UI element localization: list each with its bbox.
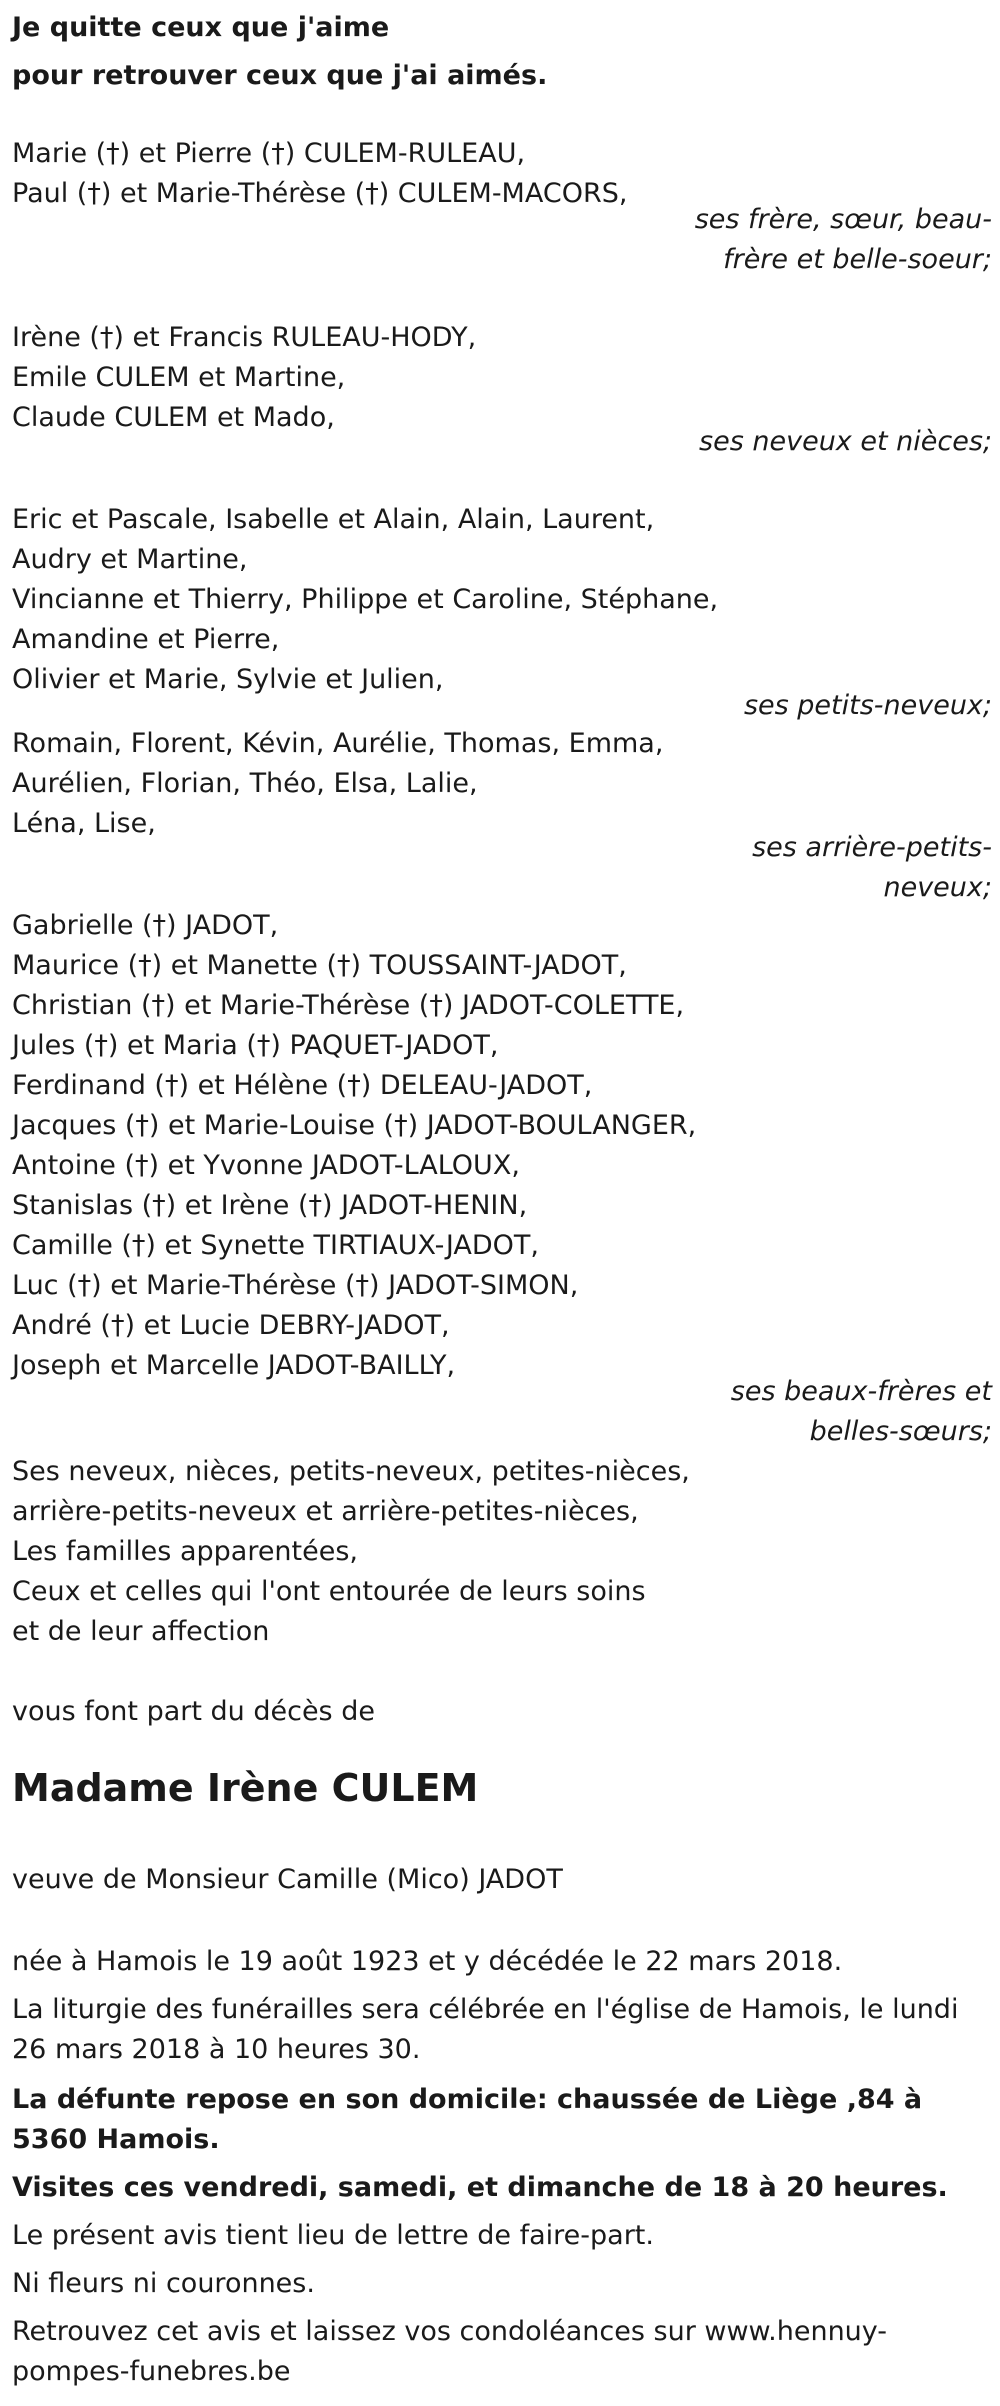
grand-nephew-line: Olivier et Marie, Sylvie et Julien, bbox=[12, 664, 444, 695]
relation-great-grand-nephews: ses arrière-petits-neveux; bbox=[752, 832, 992, 903]
others-line: et de leur affection bbox=[12, 1616, 270, 1647]
in-law-line: André (†) et Lucie DEBRY-JADOT, bbox=[12, 1310, 450, 1341]
relation-grand-nephews: ses petits-neveux; bbox=[743, 690, 992, 721]
nephew-line: Claude CULEM et Mado, bbox=[12, 402, 335, 433]
grand-nephew-line: Eric et Pascale, Isabelle et Alain, Alain, Laurent, bbox=[12, 504, 655, 535]
in-law-line: Gabrielle (†) JADOT, bbox=[12, 910, 279, 941]
in-law-line: Ferdinand (†) et Hélène (†) DELEAU-JADOT, bbox=[12, 1070, 593, 1101]
in-law-line: Camille (†) et Synette TIRTIAUX-JADOT, bbox=[12, 1230, 539, 1261]
in-law-line: Jacques (†) et Marie-Louise (†) JADOT-BOULANGER, bbox=[12, 1110, 697, 1141]
others-line: Ceux et celles qui l'ont entourée de leurs soins bbox=[12, 1576, 646, 1607]
others-line: Les familles apparentées, bbox=[12, 1536, 359, 1567]
great-grand-nephew-line: Romain, Florent, Kévin, Aurélie, Thomas, Emma, bbox=[12, 728, 664, 759]
motto-line-2: pour retrouver ceux que j'ai aimés. bbox=[12, 60, 548, 91]
relation-siblings: ses frère, sœur, beau-frère et belle-soeur; bbox=[694, 204, 992, 275]
relation-nephews: ses neveux et nièces; bbox=[699, 426, 992, 457]
deceased-name: Madame Irène CULEM bbox=[12, 1766, 479, 1810]
visits-text: Visites ces vendredi, samedi, et dimanche de 18 à 20 heures. bbox=[12, 2172, 948, 2203]
notice-text: Le présent avis tient lieu de lettre de faire-part. bbox=[12, 2220, 654, 2251]
others-line: arrière-petits-neveux et arrière-petites-nièces, bbox=[12, 1496, 639, 1527]
in-law-line: Christian (†) et Marie-Thérèse (†) JADOT-COLETTE, bbox=[12, 990, 685, 1021]
in-law-line: Stanislas (†) et Irène (†) JADOT-HENIN, bbox=[12, 1190, 528, 1221]
no-flowers-text: Ni fleurs ni couronnes. bbox=[12, 2268, 315, 2299]
widow-of: veuve de Monsieur Camille (Mico) JADOT bbox=[12, 1864, 563, 1895]
condolences-text: Retrouvez cet avis et laissez vos condoléances sur www.hennuy-pompes-funebres.be bbox=[12, 2316, 888, 2387]
great-grand-nephew-line: Aurélien, Florian, Théo, Elsa, Lalie, bbox=[12, 768, 478, 799]
born-died: née à Hamois le 19 août 1923 et y décédée le 22 mars 2018. bbox=[12, 1946, 843, 1977]
in-law-line: Antoine (†) et Yvonne JADOT-LALOUX, bbox=[12, 1150, 520, 1181]
grand-nephew-line: Vincianne et Thierry, Philippe et Caroline, Stéphane, bbox=[12, 584, 719, 615]
great-grand-nephew-line: Léna, Lise, bbox=[12, 808, 156, 839]
nephew-line: Emile CULEM et Martine, bbox=[12, 362, 346, 393]
in-law-line: Maurice (†) et Manette (†) TOUSSAINT-JADOT, bbox=[12, 950, 627, 981]
in-law-line: Joseph et Marcelle JADOT-BAILLY, bbox=[12, 1350, 456, 1381]
grand-nephew-line: Audry et Martine, bbox=[12, 544, 248, 575]
nephew-line: Irène (†) et Francis RULEAU-HODY, bbox=[12, 322, 477, 353]
sibling-line: Marie (†) et Pierre (†) CULEM-RULEAU, bbox=[12, 138, 526, 169]
motto-line-1: Je quitte ceux que j'aime bbox=[12, 12, 390, 43]
others-line: Ses neveux, nièces, petits-neveux, petites-nièces, bbox=[12, 1456, 690, 1487]
in-law-line: Luc (†) et Marie-Thérèse (†) JADOT-SIMON, bbox=[12, 1270, 579, 1301]
sibling-line: Paul (†) et Marie-Thérèse (†) CULEM-MACORS, bbox=[12, 178, 628, 209]
liturgy-text: La liturgie des funérailles sera célébrée en l'église de Hamois, le lundi 26 mars 2018 à 10 heures 30. bbox=[12, 1994, 959, 2065]
announce-text: vous font part du décès de bbox=[12, 1696, 375, 1727]
rest-location: La défunte repose en son domicile: chaussée de Liège ,84 à 5360 Hamois. bbox=[12, 2084, 923, 2155]
grand-nephew-line: Amandine et Pierre, bbox=[12, 624, 280, 655]
in-law-line: Jules (†) et Maria (†) PAQUET-JADOT, bbox=[12, 1030, 499, 1061]
relation-in-laws: ses beaux-frères et belles-sœurs; bbox=[730, 1376, 992, 1447]
